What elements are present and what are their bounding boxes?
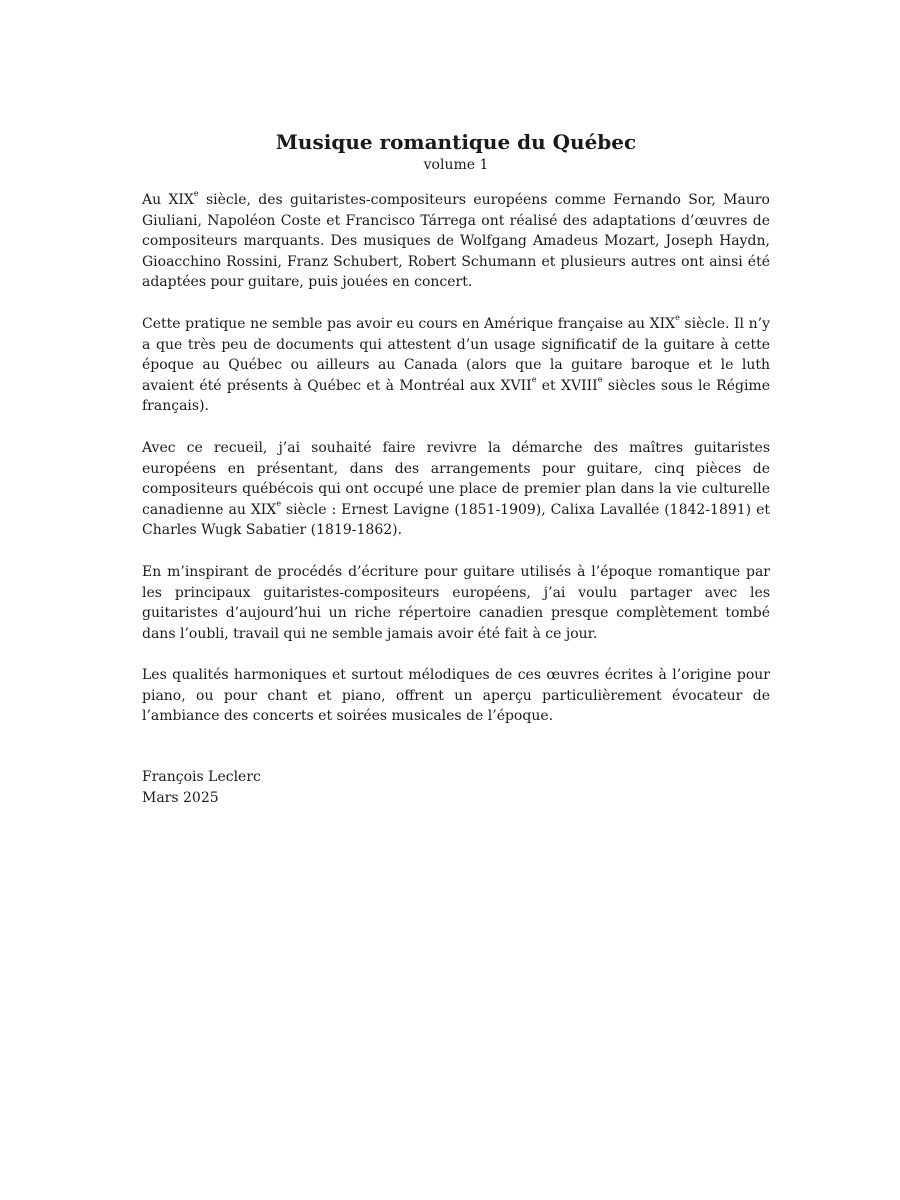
text-run: siècles sous le Régime français). <box>142 377 770 415</box>
text-run: Les qualités harmoniques et surtout mélodiques de ces œuvres écrites à l’origine pour piano, ou pour chant et piano, offrent un aperçu particulièrement évocateur de l’ambiance des concerts et soirées musicales de l’époque. <box>142 667 770 725</box>
superscript: e <box>193 189 199 198</box>
text-run: siècle, des guitaristes-compositeurs européens comme Fernando Sor, Mauro Giuliani, Napoléon Coste et Francisco Tárrega ont réalisé des adaptations d’œuvres de compositeurs marquants. Des musiques de Wolfgang Amadeus Mozart, Joseph Haydn, Gioacchino Rossini, Franz Schubert, Robert Schumann et plusieurs autres ont ainsi été adaptées pour guitare, puis jouées en concert. <box>142 192 770 291</box>
document-page <box>142 128 770 809</box>
paragraph-3 <box>142 438 770 541</box>
paragraph-5 <box>142 665 770 727</box>
superscript: e <box>597 374 603 384</box>
text-run: Cette pratique ne semble pas avoir eu cours en Amérique française au XIX <box>142 315 676 332</box>
superscript: e <box>531 374 537 384</box>
superscript: e <box>675 312 680 322</box>
superscript: e <box>276 498 282 508</box>
document-body <box>142 190 770 727</box>
signature-name: François Leclerc <box>142 769 261 786</box>
paragraph-4 <box>142 562 770 644</box>
document-title: Musique romantique du Québec <box>275 130 637 154</box>
paragraph-2 <box>142 314 770 417</box>
signature-date: Mars 2025 <box>142 790 219 807</box>
text-run: Avec ce recueil, j’ai souhaité faire revivre la démarche des maîtres guitaristes européens en présentant, dans des arrangements pour guitare, cinq pièces de compositeurs québécois qui ont occupé une place de premier plan dans la vie culturelle canadienne au XIX <box>142 439 770 518</box>
text-run: Au XIX <box>142 192 194 208</box>
signature-block <box>142 767 770 809</box>
text-run: et XVIII <box>536 377 598 394</box>
document-subtitle: volume 1 <box>423 157 489 173</box>
paragraph-1 <box>142 190 770 293</box>
text-run: siècle. Il n’y a que très peu de documents qui attestent d’un usage significatif de la guitare à cette époque au Québec ou ailleurs au Canada (alors que la guitare baroque et le luth avaient été présents à Québec et à Montréal aux XVII <box>142 315 770 394</box>
text-run: En m’inspirant de procédés d’écriture pour guitare utilisés à l’époque romantique par les principaux guitaristes-compositeurs européens, j’ai voulu partager avec les guitaristes d’aujourd’hui un riche répertoire canadien presque complètement tombé dans l’oubli, travail qui ne semble jamais avoir été fait à ce jour. <box>142 563 770 642</box>
text-run: siècle : Ernest Lavigne (1851-1909), Calixa Lavallée (1842-1891) et Charles Wugk Sabatier (1819-1862). <box>142 501 770 539</box>
